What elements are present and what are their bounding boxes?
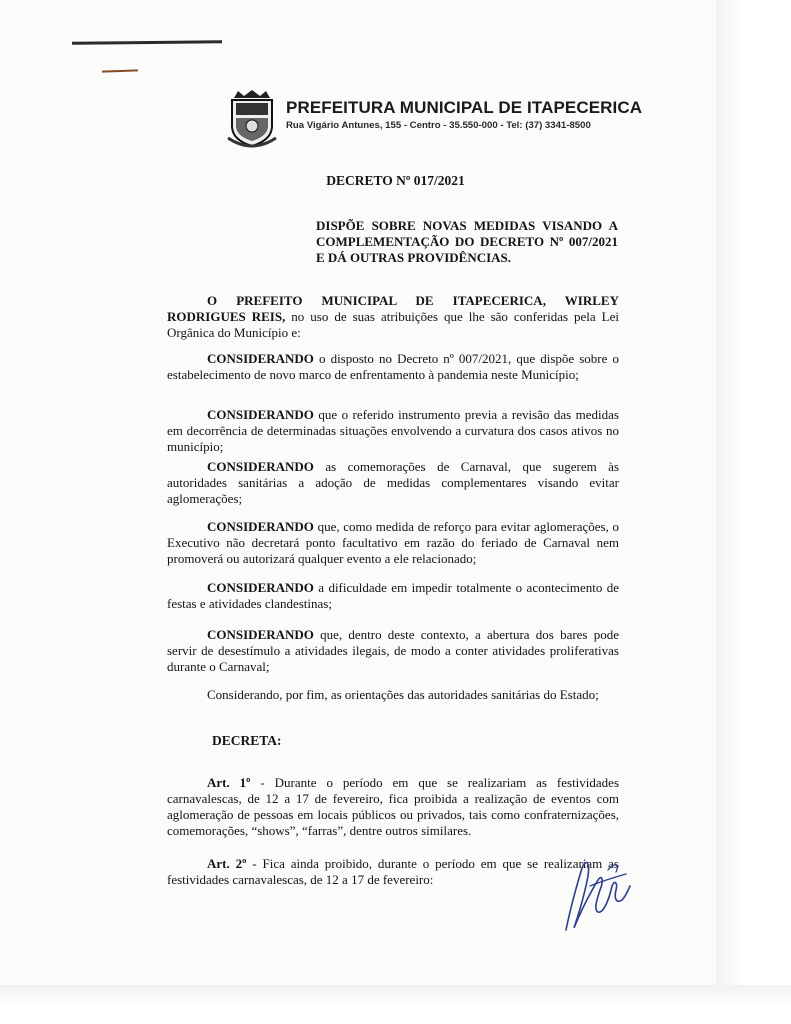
considerando-text: as comemorações de Carnaval, que sugerem às autoridades sanitárias a adoção de medidas complementares visando evitar aglomerações; <box>167 459 619 506</box>
considerando-paragraph <box>167 351 619 383</box>
considerando-keyword: CONSIDERANDO <box>207 407 314 422</box>
considerando-text: o disposto no Decreto nº 007/2021, que dispõe sobre o estabelecimento de novo marco de enfrentamento à pandemia neste Município; <box>167 351 619 382</box>
article-label: Art. 2º <box>207 856 247 871</box>
considerando-paragraph <box>167 580 619 612</box>
considerando-text: que, dentro deste contexto, a abertura dos bares pode servir de desestímulo a atividades ilegais, de modo a conter atividades proliferativas durante o Carnaval; <box>167 627 619 674</box>
considerando-keyword: CONSIDERANDO <box>207 459 314 474</box>
organization-address: Rua Vigário Antunes, 155 - Centro - 35.550-000 - Tel: (37) 3341-8500 <box>286 120 591 131</box>
article-text: - Fica ainda proibido, durante o período em que se realizariam as festividades carnavalescas, de 12 a 17 de fevereiro: <box>167 856 620 887</box>
article-1 <box>167 775 619 839</box>
considerando-keyword: CONSIDERANDO <box>207 627 314 642</box>
letterhead <box>224 88 644 152</box>
handwritten-signature <box>560 850 634 936</box>
final-considerando: Considerando, por fim, as orientações das autoridades sanitárias do Estado; <box>207 687 599 702</box>
considerando-keyword: CONSIDERANDO <box>207 351 314 366</box>
page-edge-right <box>716 0 791 1024</box>
organization-name: PREFEITURA MUNICIPAL DE ITAPECERICA <box>286 98 643 117</box>
considerando-text: que o referido instrumento previa a revisão das medidas em decorrência de determinadas situações envolvendo a curvatura dos casos ativos no município; <box>167 407 619 454</box>
preamble-bold: O PREFEITO MUNICIPAL DE ITAPECERICA, WIRLEY RODRIGUES REIS, <box>167 293 619 324</box>
considerando-keyword: CONSIDERANDO <box>207 580 314 595</box>
preamble-text: no uso de suas atribuições que lhe são conferidas pela Lei Orgânica do Município e: <box>167 309 619 340</box>
considerando-paragraph <box>167 627 619 675</box>
considerando-text: que, como medida de reforço para evitar aglomerações, o Executivo não decretará ponto facultativo em razão do feriado de Carnaval nem promoverá ou autorizará qualquer evento a ele relacionado; <box>167 519 619 566</box>
municipal-coat-of-arms-icon <box>224 88 280 150</box>
considerando-paragraph <box>167 519 619 567</box>
preamble <box>167 293 619 341</box>
page-edge-bottom <box>0 985 791 1024</box>
decree-ementa: DISPÕE SOBRE NOVAS MEDIDAS VISANDO A COMPLEMENTAÇÃO DO DECRETO Nº 007/2021 E DÁ OUTRAS PROVIDÊNCIAS. <box>316 218 618 265</box>
considerando-text: a dificuldade em impedir totalmente o acontecimento de festas e atividades clandestinas; <box>167 580 619 611</box>
considerando-paragraph <box>167 459 619 507</box>
article-label: Art. 1º <box>207 775 251 790</box>
decree-title: DECRETO Nº 017/2021 <box>326 173 465 188</box>
considerando-paragraph <box>167 407 619 455</box>
article-2 <box>167 856 619 888</box>
decreta-heading: DECRETA: <box>212 733 282 748</box>
article-text: - Durante o período em que se realizariam as festividades carnavalescas, de 12 a 17 de fevereiro, fica proibida a realização de eventos com aglomeração de pessoas em locais públicos ou privados, tais como confraternizações, comemorações, “shows”, “farras”, dentre outros similares. <box>167 775 619 838</box>
considerando-keyword: CONSIDERANDO <box>207 519 314 534</box>
